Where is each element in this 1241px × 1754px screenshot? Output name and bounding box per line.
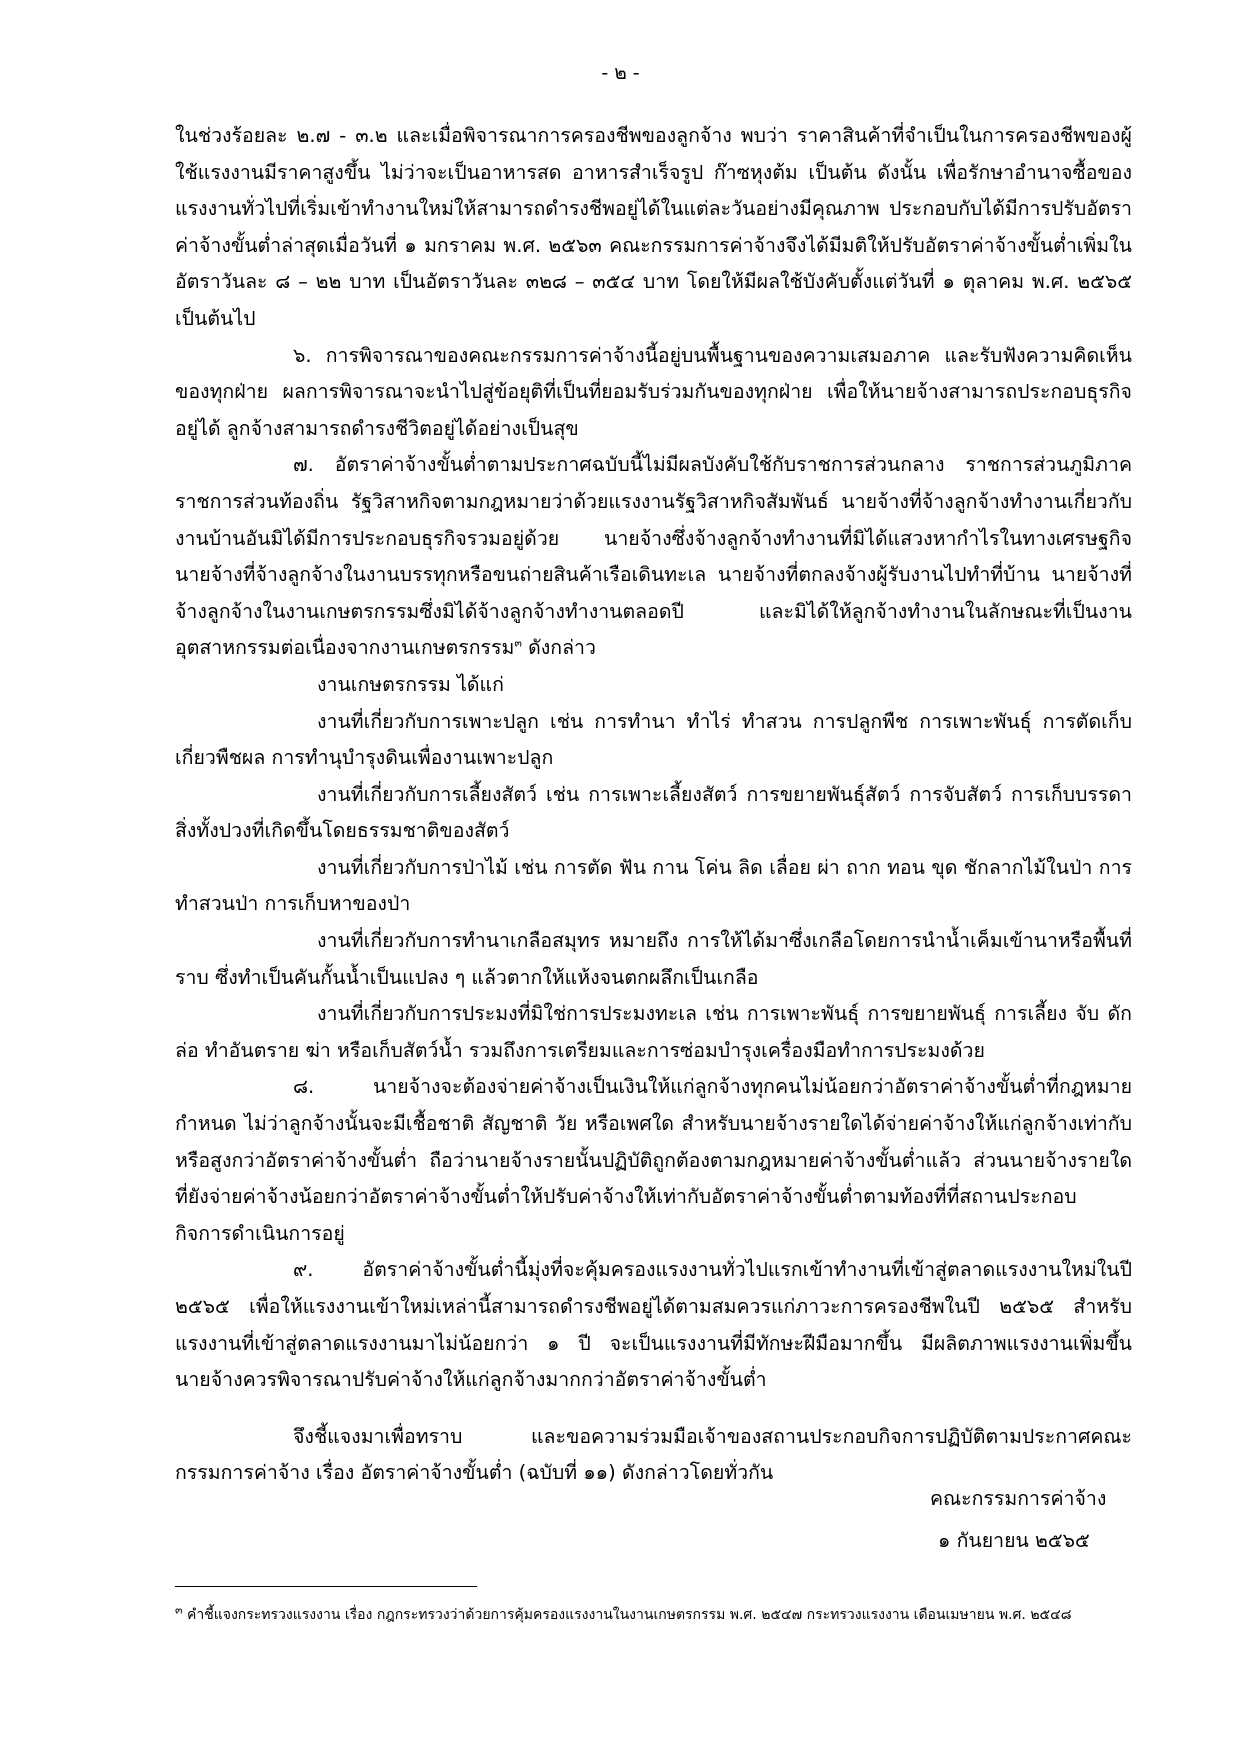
closing-paragraph: จึงชี้แจงมาเพื่อทราบ และขอความร่วมมือเจ้าของสถานประกอบกิจการปฏิบัติตามประกาศคณะกรรมการค่าจ้าง เรื่อง อัตราค่าจ้างขั้นต่ำ (ฉบับที่ ๑๑) ดังกล่าวโดยทั่วกัน xyxy=(175,1424,1132,1485)
paragraph-8: ๘. นายจ้างจะต้องจ่ายค่าจ้างเป็นเงินให้แก่ลูกจ้างทุกคนไม่น้อยกว่าอัตราค่าจ้างขั้นต่ำที่กฎหมายกำหนด ไม่ว่าลูกจ้างนั้นจะมีเชื้อชาติ สัญชาติ วัย หรือเพศใด สำหรับนายจ้างรายใดได้จ่ายค่าจ้างให้แก่ลูกจ้างเท่ากับหรือสูงกว่าอัตราค่าจ้างขั้นต่ำ ถือว่านายจ้างรายนั้นปฏิบัติถูกต้องตามกฎหมายค่าจ้างขั้นต่ำแล้ว ส่วนนายจ้างรายใดที่ยังจ่ายค่าจ้างน้อยกว่าอัตราค่าจ้างขั้นต่ำให้ปรับค่าจ้างให้เท่ากับอัตราค่าจ้างขั้นต่ำตามท้องที่ที่สถานประกอบกิจการดำเนินการอยู่ xyxy=(175,1075,1132,1245)
paragraph-6: ๖. การพิจารณาของคณะกรรมการค่าจ้างนี้อยู่บนพื้นฐานของความเสมอภาค และรับฟังความคิดเห็นของทุกฝ่าย ผลการพิจารณาจะนำไปสู่ข้อยุติที่เป็นที่ยอมรับร่วมกันของทุกฝ่าย เพื่อให้นายจ้างสามารถประกอบธุรกิจอยู่ได้ ลูกจ้างสามารถดำรงชีวิตอยู่ได้อย่างเป็นสุข xyxy=(175,343,1132,440)
spacer xyxy=(175,1399,1132,1419)
paragraph-7-text: ๗. อัตราค่าจ้างขั้นต่ำตามประกาศฉบับนี้ไม่มีผลบังคับใช้กับราชการส่วนกลาง ราชการส่วนภูมิภาค ราชการส่วนท้องถิ่น รัฐวิสาหกิจตามกฎหมายว่าด้วยแรงงานรัฐวิสาหกิจสัมพันธ์ นายจ้างที่จ้างลูกจ้างทำงานเกี่ยวกับงานบ้านอันมิได้มีการประกอบธุรกิจรวมอยู่ด้วย นายจ้างซึ่งจ้างลูกจ้างทำงานที่มิได้แสวงหากำไรในทางเศรษฐกิจ นายจ้างที่จ้างลูกจ้างในงานบรรทุกหรือขนถ่ายสินค้าเรือเดินทะเล นายจ้างที่ตกลงจ้างผู้รับงานไปทำที่บ้าน นายจ้างที่จ้างลูกจ้างในงานเกษตรกรรมซึ่งมิได้จ้างลูกจ้างทำงานตลอดปี และมิได้ให้ลูกจ้างทำงานในลักษณะที่เป็นงานอุตสาหกรรมต่อเนื่องจากงานเกษตรกรรม xyxy=(175,453,1132,660)
agri-item-forestry: งานที่เกี่ยวกับการป่าไม้ เช่น การตัด ฟัน กาน โค่น ลิด เลื่อย ผ่า ถาก ทอน ขุด ชักลากไม้ในป่า การทำสวนป่า การเก็บหาของป่า xyxy=(175,855,1132,916)
signature-org: คณะกรรมการค่าจ้าง xyxy=(930,1487,1107,1510)
agri-item-livestock: งานที่เกี่ยวกับการเลี้ยงสัตว์ เช่น การเพาะเลี้ยงสัตว์ การขยายพันธุ์สัตว์ การจับสัตว์ การเก็บบรรดาสิ่งทั้งปวงที่เกิดขึ้นโดยธรรมชาติของสัตว์ xyxy=(175,782,1132,843)
paragraph-7 xyxy=(175,447,1132,667)
page-number: - ๒ - xyxy=(601,62,640,84)
paragraph-wage-context: ในช่วงร้อยละ ๒.๗ - ๓.๒ และเมื่อพิจารณาการครองชีพของลูกจ้าง พบว่า ราคาสินค้าที่จำเป็นในการครองชีพของผู้ใช้แรงงานมีราคาสูงขึ้น ไม่ว่าจะเป็นอาหารสด อาหารสำเร็จรูป ก๊าซหุงต้ม เป็นต้น ดังนั้น เพื่อรักษาอำนาจซื้อของแรงงานทั่วไปที่เริ่มเข้าทำงานใหม่ให้สามารถดำรงชีพอยู่ได้ในแต่ละวันอย่างมีคุณภาพ ประกอบกับได้มีการปรับอัตราค่าจ้างขั้นต่ำล่าสุดเมื่อวันที่ ๑ มกราคม พ.ศ. ๒๕๖๓ คณะกรรมการค่าจ้างจึงได้มีมติให้ปรับอัตราค่าจ้างขั้นต่ำเพิ่มในอัตราวันละ ๘ – ๒๒ บาท เป็นอัตราวันละ ๓๒๘ – ๓๕๔ บาท โดยให้มีผลใช้บังคับตั้งแต่วันที่ ๑ ตุลาคม พ.ศ. ๒๕๖๕ เป็นต้นไป xyxy=(175,124,1132,330)
footnote xyxy=(175,1604,1135,1626)
footnote-reference: ๓ xyxy=(514,636,522,650)
footnote-divider xyxy=(175,1586,477,1587)
footnote-text: คำชี้แจงกระทรวงแรงงาน เรื่อง กฎกระทรวงว่าด้วยการคุ้มครองแรงงานในงานเกษตรกรรม พ.ศ. ๒๕๔๗ กระทรวงแรงงาน เดือนเมษายน พ.ศ. ๒๕๔๘ xyxy=(186,1607,1072,1623)
agri-heading: งานเกษตรกรรม ได้แก่ xyxy=(317,672,504,696)
document-body xyxy=(175,118,1132,1492)
paragraph-7-tail: ดังกล่าว xyxy=(528,636,596,660)
footnote-marker: ๓ xyxy=(175,1603,183,1617)
agri-item-inland-fishery: งานที่เกี่ยวกับการประมงที่มิใช่การประมงทะเล เช่น การเพาะพันธุ์ การขยายพันธุ์ การเลี้ยง จับ ดัก ล่อ ทำอันตราย ฆ่า หรือเก็บสัตว์น้ำ รวมถึงการเตรียมและการซ่อมบำรุงเครื่องมือทำการประมงด้วย xyxy=(175,1002,1132,1062)
signature-date: ๑ กันยายน ๒๕๖๕ xyxy=(938,1529,1090,1552)
agri-item-cultivation: งานที่เกี่ยวกับการเพาะปลูก เช่น การทำนา ทำไร่ ทำสวน การปลูกพืช การเพาะพันธุ์ การตัดเก็บเกี่ยวพืชผล การทำนุบำรุงดินเพื่องานเพาะปลูก xyxy=(175,709,1132,770)
agri-item-salt-farming: งานที่เกี่ยวกับการทำนาเกลือสมุทร หมายถึง การให้ได้มาซึ่งเกลือโดยการนำน้ำเค็มเข้านาหรือพื้นที่ราบ ซึ่งทำเป็นคันกั้นน้ำเป็นแปลง ๆ แล้วตากให้แห้งจนตกผลึกเป็นเกลือ xyxy=(175,929,1132,989)
paragraph-9: ๙. อัตราค่าจ้างขั้นต่ำนี้มุ่งที่จะคุ้มครองแรงงานทั่วไปแรกเข้าทำงานที่เข้าสู่ตลาดแรงงานใหม่ในปี ๒๕๖๕ เพื่อให้แรงงานเข้าใหม่เหล่านี้สามารถดำรงชีพอยู่ได้ตามสมควรแก่ภาวะการครองชีพในปี ๒๕๖๕ สำหรับแรงงานที่เข้าสู่ตลาดแรงงานมาไม่น้อยกว่า ๑ ปี จะเป็นแรงงานที่มีทักษะฝีมือมากขึ้น มีผลิตภาพแรงงานเพิ่มขึ้น นายจ้างควรพิจารณาปรับค่าจ้างให้แก่ลูกจ้างมากกว่าอัตราค่าจ้างขั้นต่ำ xyxy=(175,1258,1132,1392)
signature-block xyxy=(930,1478,1106,1562)
